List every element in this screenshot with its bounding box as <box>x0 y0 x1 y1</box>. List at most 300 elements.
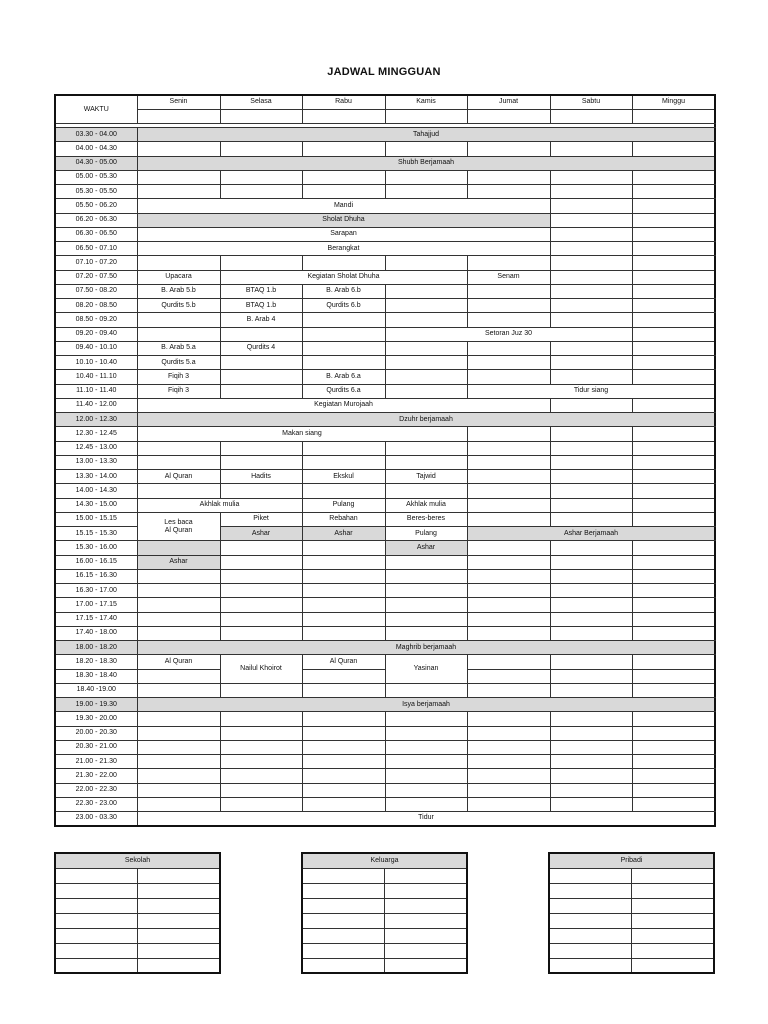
empty-cell <box>385 170 467 184</box>
header-blank-cell <box>220 109 302 123</box>
schedule-row <box>55 370 715 384</box>
time-cell: 15.30 - 16.00 <box>55 541 137 555</box>
time-cell: 17.40 - 18.00 <box>55 626 137 640</box>
schedule-row <box>55 655 715 669</box>
empty-cell <box>467 370 550 384</box>
activity-cell: Ashar Berjamaah <box>467 527 715 541</box>
empty-cell <box>632 142 715 156</box>
header-blank-cell <box>550 109 632 123</box>
empty-cell <box>220 455 302 469</box>
empty-cell <box>137 769 220 783</box>
empty-cell <box>467 185 550 199</box>
empty-cell <box>385 356 467 370</box>
empty-cell <box>632 626 715 640</box>
empty-cell <box>137 943 220 958</box>
empty-cell <box>137 598 220 612</box>
empty-cell <box>632 769 715 783</box>
empty-cell <box>631 928 714 943</box>
header-row <box>55 95 715 109</box>
time-cell: 16.15 - 16.30 <box>55 569 137 583</box>
table-row <box>549 898 714 913</box>
time-cell: 06.30 - 06.50 <box>55 227 137 241</box>
table-title: Pribadi <box>549 853 714 868</box>
time-cell: 22.30 - 23.00 <box>55 797 137 811</box>
time-cell: 19.30 - 20.00 <box>55 712 137 726</box>
empty-cell <box>385 755 467 769</box>
empty-cell <box>467 598 550 612</box>
empty-cell <box>550 569 632 583</box>
empty-cell <box>220 327 302 341</box>
empty-cell <box>55 898 137 913</box>
time-cell: 08.20 - 08.50 <box>55 299 137 313</box>
empty-cell <box>385 256 467 270</box>
empty-cell <box>137 569 220 583</box>
schedule-row <box>55 356 715 370</box>
time-cell: 12.30 - 12.45 <box>55 427 137 441</box>
empty-cell <box>220 256 302 270</box>
activity-cell: Senam <box>467 270 550 284</box>
activity-cell: Les baca Al Quran <box>137 512 220 541</box>
empty-cell <box>220 783 302 797</box>
activity-cell: Shubh Berjamaah <box>137 156 715 170</box>
schedule-row <box>55 783 715 797</box>
empty-cell <box>467 512 550 526</box>
empty-cell <box>550 555 632 569</box>
empty-cell <box>631 958 714 973</box>
activity-cell: Makan siang <box>137 427 467 441</box>
waktu-header: WAKTU <box>55 95 137 124</box>
empty-cell <box>302 313 385 327</box>
activity-cell: Akhlak mulia <box>385 498 467 512</box>
empty-cell <box>467 484 550 498</box>
empty-cell <box>137 928 220 943</box>
empty-cell <box>385 769 467 783</box>
empty-cell <box>632 242 715 256</box>
activity-cell: Hadits <box>220 470 302 484</box>
table-row <box>302 883 467 898</box>
empty-cell <box>385 783 467 797</box>
time-cell: 13.30 - 14.00 <box>55 470 137 484</box>
schedule-row <box>55 484 715 498</box>
table-row <box>549 943 714 958</box>
table-row <box>55 898 220 913</box>
time-cell: 10.40 - 11.10 <box>55 370 137 384</box>
schedule-row <box>55 598 715 612</box>
empty-cell <box>302 569 385 583</box>
empty-cell <box>550 598 632 612</box>
empty-cell <box>550 769 632 783</box>
empty-cell <box>220 384 302 398</box>
time-cell: 20.30 - 21.00 <box>55 740 137 754</box>
empty-cell <box>384 943 467 958</box>
activity-cell: Ashar <box>302 527 385 541</box>
empty-cell <box>220 185 302 199</box>
empty-cell <box>550 398 632 412</box>
day-header: Jumat <box>467 95 550 109</box>
schedule-row <box>55 413 715 427</box>
time-cell: 15.15 - 15.30 <box>55 527 137 541</box>
time-cell: 16.00 - 16.15 <box>55 555 137 569</box>
empty-cell <box>550 199 632 213</box>
activity-cell: Al Quran <box>137 470 220 484</box>
empty-cell <box>632 441 715 455</box>
empty-cell <box>302 726 385 740</box>
table-header-row <box>549 853 714 868</box>
empty-cell <box>550 313 632 327</box>
table-row <box>549 928 714 943</box>
empty-cell <box>467 797 550 811</box>
empty-cell <box>137 898 220 913</box>
table-row <box>549 868 714 883</box>
empty-cell <box>549 958 631 973</box>
table-row <box>55 868 220 883</box>
empty-cell <box>467 541 550 555</box>
empty-cell <box>302 755 385 769</box>
empty-cell <box>302 341 385 355</box>
activity-cell: Fiqih 3 <box>137 384 220 398</box>
time-cell: 04.30 - 05.00 <box>55 156 137 170</box>
empty-cell <box>550 683 632 697</box>
schedule-row <box>55 284 715 298</box>
activity-cell: B. Arab 5.b <box>137 284 220 298</box>
empty-cell <box>137 185 220 199</box>
time-cell: 21.00 - 21.30 <box>55 755 137 769</box>
schedule-row <box>55 512 715 526</box>
activity-cell: Qurdits 5.a <box>137 356 220 370</box>
activity-cell: B. Arab 6.a <box>302 370 385 384</box>
empty-cell <box>550 498 632 512</box>
table-row <box>549 883 714 898</box>
empty-cell <box>220 683 302 697</box>
day-header: Sabtu <box>550 95 632 109</box>
schedule-row <box>55 313 715 327</box>
time-cell: 05.50 - 06.20 <box>55 199 137 213</box>
empty-cell <box>467 712 550 726</box>
empty-cell <box>302 797 385 811</box>
time-cell: 22.00 - 22.30 <box>55 783 137 797</box>
empty-cell <box>302 913 384 928</box>
empty-cell <box>550 142 632 156</box>
table-title: Keluarga <box>302 853 467 868</box>
empty-cell <box>302 669 385 683</box>
time-cell: 09.20 - 09.40 <box>55 327 137 341</box>
empty-cell <box>550 755 632 769</box>
empty-cell <box>55 928 137 943</box>
schedule-row <box>55 740 715 754</box>
schedule-row <box>55 698 715 712</box>
time-cell: 18.20 - 18.30 <box>55 655 137 669</box>
schedule-row <box>55 227 715 241</box>
time-cell: 06.50 - 07.10 <box>55 242 137 256</box>
empty-cell <box>550 712 632 726</box>
schedule-row <box>55 441 715 455</box>
empty-cell <box>137 868 220 883</box>
empty-cell <box>550 470 632 484</box>
time-cell: 07.20 - 07.50 <box>55 270 137 284</box>
schedule-row <box>55 541 715 555</box>
activity-cell: Qurdits 4 <box>220 341 302 355</box>
empty-cell <box>137 626 220 640</box>
pribadi-table <box>548 852 715 974</box>
empty-cell <box>632 185 715 199</box>
empty-cell <box>550 797 632 811</box>
activity-cell: Al Quran <box>137 655 220 669</box>
empty-cell <box>550 669 632 683</box>
activity-cell: Rebahan <box>302 512 385 526</box>
header-blank-cell <box>137 109 220 123</box>
time-cell: 04.00 - 04.30 <box>55 142 137 156</box>
empty-cell <box>220 170 302 184</box>
time-cell: 15.00 - 15.15 <box>55 512 137 526</box>
schedule-row <box>55 755 715 769</box>
empty-cell <box>220 755 302 769</box>
time-cell: 12.45 - 13.00 <box>55 441 137 455</box>
empty-cell <box>385 441 467 455</box>
empty-cell <box>467 726 550 740</box>
empty-cell <box>302 958 384 973</box>
schedule-row <box>55 726 715 740</box>
empty-cell <box>137 484 220 498</box>
empty-cell <box>632 783 715 797</box>
empty-cell <box>550 170 632 184</box>
empty-cell <box>220 541 302 555</box>
activity-cell: Maghrib berjamaah <box>137 641 715 655</box>
empty-cell <box>302 943 384 958</box>
empty-cell <box>467 783 550 797</box>
empty-cell <box>632 655 715 669</box>
activity-cell: Setoran Juz 30 <box>385 327 632 341</box>
empty-cell <box>384 868 467 883</box>
empty-cell <box>137 740 220 754</box>
activity-cell: BTAQ 1.b <box>220 299 302 313</box>
empty-cell <box>550 427 632 441</box>
empty-cell <box>55 883 137 898</box>
empty-cell <box>632 498 715 512</box>
schedule-row <box>55 683 715 697</box>
empty-cell <box>137 541 220 555</box>
time-cell: 18.00 - 18.20 <box>55 641 137 655</box>
empty-cell <box>550 185 632 199</box>
table-row <box>549 958 714 973</box>
day-header: Minggu <box>632 95 715 109</box>
activity-cell: Qurdits 6.b <box>302 299 385 313</box>
empty-cell <box>385 555 467 569</box>
activity-cell: Ashar <box>385 541 467 555</box>
empty-cell <box>550 370 632 384</box>
empty-cell <box>632 669 715 683</box>
empty-cell <box>632 512 715 526</box>
header-blank-cell <box>302 109 385 123</box>
empty-cell <box>302 541 385 555</box>
empty-cell <box>220 356 302 370</box>
empty-cell <box>550 626 632 640</box>
empty-cell <box>549 928 631 943</box>
activity-cell: Kegiatan Sholat Dhuha <box>220 270 467 284</box>
schedule-row <box>55 327 715 341</box>
activity-cell: Al Quran <box>302 655 385 669</box>
schedule-row <box>55 185 715 199</box>
empty-cell <box>385 740 467 754</box>
empty-cell <box>385 626 467 640</box>
empty-cell <box>385 612 467 626</box>
empty-cell <box>632 712 715 726</box>
table-row <box>302 958 467 973</box>
empty-cell <box>550 356 632 370</box>
empty-cell <box>302 598 385 612</box>
activity-cell: Tajwid <box>385 470 467 484</box>
empty-cell <box>631 868 714 883</box>
empty-cell <box>302 868 384 883</box>
activity-cell: Ashar <box>220 527 302 541</box>
empty-cell <box>549 898 631 913</box>
empty-cell <box>302 356 385 370</box>
activity-cell: Nailul Khoirot <box>220 655 302 684</box>
empty-cell <box>302 769 385 783</box>
empty-cell <box>550 242 632 256</box>
activity-cell: Qurdits 5.b <box>137 299 220 313</box>
empty-cell <box>467 427 550 441</box>
empty-cell <box>220 441 302 455</box>
empty-cell <box>467 683 550 697</box>
empty-cell <box>55 868 137 883</box>
empty-cell <box>550 584 632 598</box>
empty-cell <box>632 584 715 598</box>
schedule-row <box>55 299 715 313</box>
empty-cell <box>137 256 220 270</box>
empty-cell <box>632 170 715 184</box>
empty-cell <box>302 783 385 797</box>
empty-cell <box>549 883 631 898</box>
activity-cell: Akhlak mulia <box>137 498 302 512</box>
empty-cell <box>467 669 550 683</box>
empty-cell <box>220 726 302 740</box>
empty-cell <box>385 455 467 469</box>
time-cell: 11.40 - 12.00 <box>55 398 137 412</box>
empty-cell <box>302 185 385 199</box>
empty-cell <box>302 455 385 469</box>
empty-cell <box>137 313 220 327</box>
schedule-row <box>55 384 715 398</box>
empty-cell <box>137 712 220 726</box>
day-header: Selasa <box>220 95 302 109</box>
empty-cell <box>632 612 715 626</box>
table-row <box>302 913 467 928</box>
activity-cell: B. Arab 4 <box>220 313 302 327</box>
day-header: Rabu <box>302 95 385 109</box>
schedule-row <box>55 626 715 640</box>
empty-cell <box>385 797 467 811</box>
table-row <box>302 943 467 958</box>
empty-cell <box>384 898 467 913</box>
time-cell: 16.30 - 17.00 <box>55 584 137 598</box>
activity-cell: Pulang <box>302 498 385 512</box>
empty-cell <box>632 299 715 313</box>
empty-cell <box>632 199 715 213</box>
table-row <box>302 868 467 883</box>
schedule-row <box>55 712 715 726</box>
table-row <box>55 928 220 943</box>
activity-cell: Beres-beres <box>385 512 467 526</box>
empty-cell <box>55 958 137 973</box>
empty-cell <box>302 555 385 569</box>
empty-cell <box>550 270 632 284</box>
table-title: Sekolah <box>55 853 220 868</box>
empty-cell <box>550 256 632 270</box>
empty-cell <box>384 913 467 928</box>
empty-cell <box>467 256 550 270</box>
sekolah-table <box>54 852 221 974</box>
schedule-row <box>55 797 715 811</box>
empty-cell <box>302 898 384 913</box>
schedule-row <box>55 242 715 256</box>
empty-cell <box>385 598 467 612</box>
empty-cell <box>385 142 467 156</box>
empty-cell <box>302 484 385 498</box>
time-cell: 13.00 - 13.30 <box>55 455 137 469</box>
empty-cell <box>467 584 550 598</box>
empty-cell <box>632 797 715 811</box>
empty-cell <box>137 441 220 455</box>
empty-cell <box>385 185 467 199</box>
empty-cell <box>385 484 467 498</box>
empty-cell <box>632 755 715 769</box>
schedule-row <box>55 270 715 284</box>
activity-cell: Pulang <box>385 527 467 541</box>
empty-cell <box>385 384 467 398</box>
table-row <box>302 928 467 943</box>
time-cell: 09.40 - 10.10 <box>55 341 137 355</box>
empty-cell <box>467 313 550 327</box>
schedule-row <box>55 199 715 213</box>
empty-cell <box>550 783 632 797</box>
time-cell: 21.30 - 22.00 <box>55 769 137 783</box>
schedule-row <box>55 156 715 170</box>
time-cell: 14.00 - 14.30 <box>55 484 137 498</box>
schedule-row <box>55 470 715 484</box>
time-cell: 18.40 -19.00 <box>55 683 137 697</box>
empty-cell <box>220 712 302 726</box>
schedule-row <box>55 498 715 512</box>
empty-cell <box>549 913 631 928</box>
empty-cell <box>302 170 385 184</box>
activity-cell: Tahajjud <box>137 128 715 142</box>
empty-cell <box>550 612 632 626</box>
schedule-row <box>55 569 715 583</box>
time-cell: 20.00 - 20.30 <box>55 726 137 740</box>
empty-cell <box>550 655 632 669</box>
empty-cell <box>632 484 715 498</box>
table-header-row <box>302 853 467 868</box>
empty-cell <box>220 626 302 640</box>
empty-cell <box>385 284 467 298</box>
time-cell: 19.00 - 19.30 <box>55 698 137 712</box>
empty-cell <box>550 740 632 754</box>
empty-cell <box>220 769 302 783</box>
activity-cell: Isya berjamaah <box>137 698 715 712</box>
empty-cell <box>550 541 632 555</box>
activity-cell: Qurdits 6.a <box>302 384 385 398</box>
time-cell: 23.00 - 03.30 <box>55 812 137 826</box>
empty-cell <box>632 455 715 469</box>
empty-cell <box>385 683 467 697</box>
empty-cell <box>302 740 385 754</box>
empty-cell <box>632 313 715 327</box>
activity-cell: Ashar <box>137 555 220 569</box>
time-cell: 17.00 - 17.15 <box>55 598 137 612</box>
day-header: Senin <box>137 95 220 109</box>
empty-cell <box>467 341 550 355</box>
activity-cell: Tidur siang <box>467 384 715 398</box>
